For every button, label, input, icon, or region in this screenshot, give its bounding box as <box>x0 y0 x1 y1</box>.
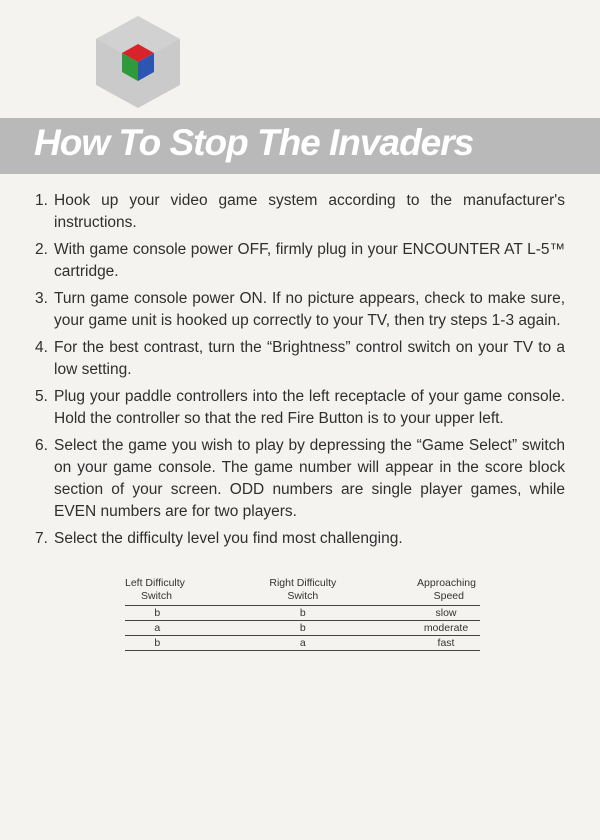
table-row <box>125 606 480 621</box>
list-item <box>35 528 565 550</box>
step-number: 7. <box>35 530 48 547</box>
list-item <box>35 239 565 283</box>
list-item <box>35 288 565 332</box>
step-number: 3. <box>35 290 48 307</box>
step-text: For the best contrast, turn the “Brightness” control switch on your TV to a low setting. <box>54 339 565 378</box>
instruction-list <box>35 190 565 555</box>
table-row <box>125 636 480 651</box>
table-cell: a <box>190 636 416 651</box>
table-header-row <box>125 577 480 606</box>
table-cell: b <box>190 606 416 621</box>
difficulty-table <box>125 577 480 651</box>
step-number: 5. <box>35 388 48 405</box>
list-item <box>35 190 565 234</box>
step-number: 4. <box>35 339 48 356</box>
logo <box>92 14 184 110</box>
table-row <box>125 621 480 636</box>
table-cell: fast <box>416 636 480 651</box>
table-cell: b <box>190 621 416 636</box>
cube-hexagon-logo-icon <box>92 14 184 110</box>
column-header-approaching-speed: Approaching Speed <box>416 577 480 606</box>
table-cell: b <box>125 606 190 621</box>
step-text: With game console power OFF, firmly plug in your ENCOUNTER AT L-5™ cartridge. <box>54 241 565 280</box>
page-title: How To Stop The Invaders <box>34 122 474 163</box>
step-number: 6. <box>35 437 48 454</box>
step-text: Turn game console power ON. If no picture appears, check to make sure, your game unit is hooked up correctly to your TV, then try steps 1-3 again. <box>54 290 565 329</box>
list-item <box>35 337 565 381</box>
table-cell: moderate <box>416 621 480 636</box>
table-cell: a <box>125 621 190 636</box>
table-cell: slow <box>416 606 480 621</box>
title-banner <box>0 118 600 174</box>
step-text: Select the game you wish to play by depressing the “Game Select” switch on your game console. The game number will appear in the score block section of your screen. ODD numbers are single player games, while EVEN numbers are for two players. <box>54 437 565 520</box>
step-text: Plug your paddle controllers into the left receptacle of your game console. Hold the controller so that the red Fire Button is to your upper left. <box>54 388 565 427</box>
table-cell: b <box>125 636 190 651</box>
column-header-right-difficulty: Right Difficulty Switch <box>190 577 416 606</box>
list-item <box>35 435 565 523</box>
list-item <box>35 386 565 430</box>
step-text: Select the difficulty level you find most challenging. <box>54 530 403 547</box>
step-number: 2. <box>35 241 48 258</box>
step-text: Hook up your video game system according to the manufacturer's instructions. <box>54 192 565 231</box>
column-header-left-difficulty: Left Difficulty Switch <box>125 577 190 606</box>
step-number: 1. <box>35 192 48 209</box>
